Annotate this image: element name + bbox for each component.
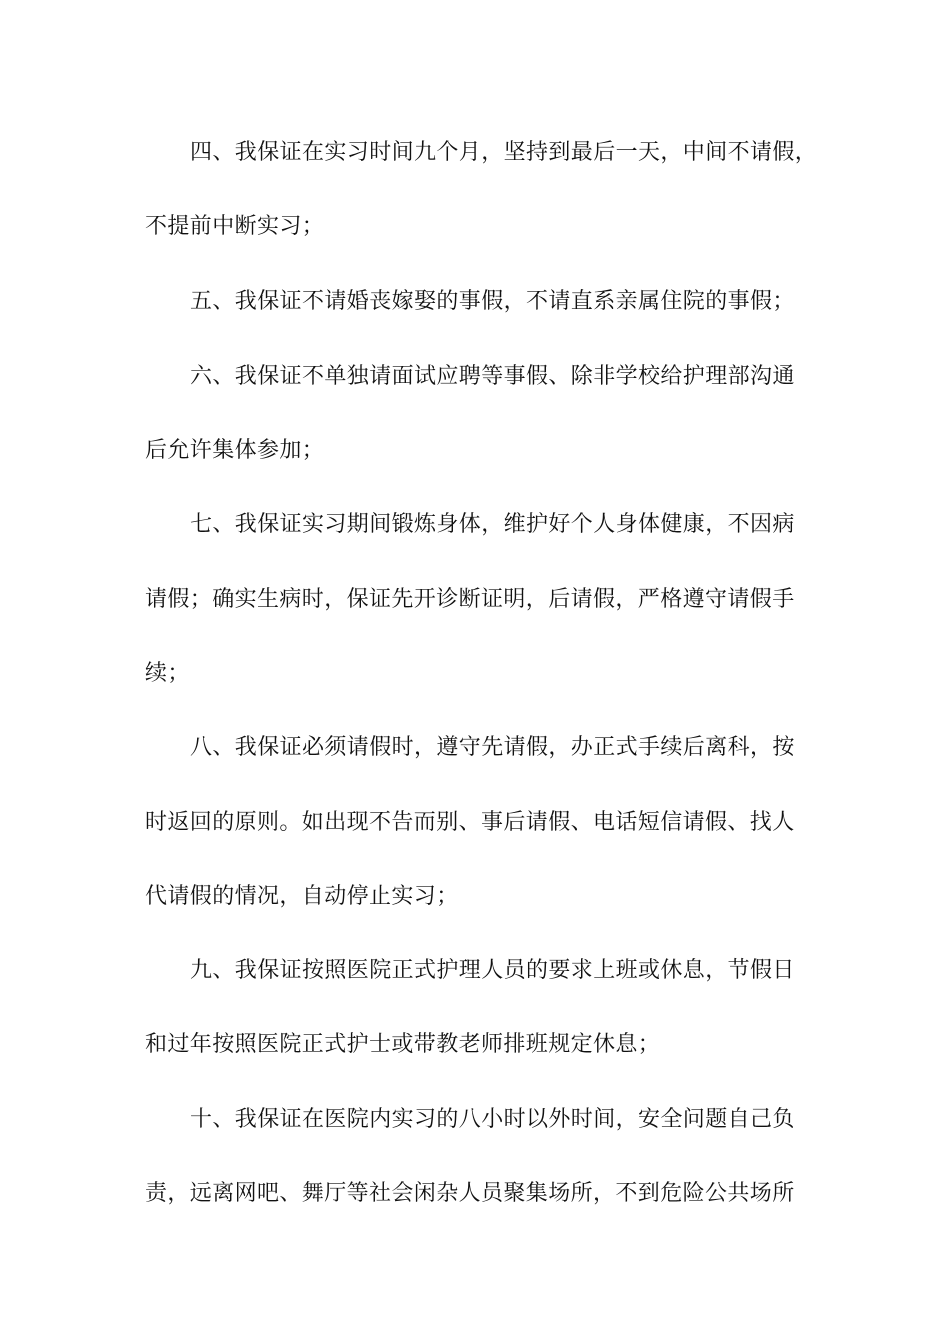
clause-6-line-2: 后允许集体参加； [145,438,325,463]
clause-7-line-2: 请假；确实生病时，保证先开诊断证明，后请假，严格遵守请假手 [145,587,795,612]
clause-7-line-3: 续； [145,661,190,686]
clause-6-line-1: 六、我保证不单独请面试应聘等事假、除非学校给护理部沟通 [190,364,795,389]
clause-8-line-1: 八、我保证必须请假时，遵守先请假，办正式手续后离科，按 [190,735,795,760]
clause-9-line-1: 九、我保证按照医院正式护理人员的要求上班或休息，节假日 [190,958,795,983]
clause-4-line-1: 四、我保证在实习时间九个月，坚持到最后一天，中间不请假， [190,140,818,165]
clause-8-line-2: 时返回的原则。如出现不告而别、事后请假、电话短信请假、找人 [145,810,795,835]
clause-4-line-2: 不提前中断实习； [145,214,325,239]
clause-7-line-1: 七、我保证实习期间锻炼身体，维护好个人身体健康，不因病 [190,512,795,537]
clause-5-line-1: 五、我保证不请婚丧嫁娶的事假，不请直系亲属住院的事假； [190,289,795,314]
clause-10-line-1: 十、我保证在医院内实习的八小时以外时间，安全问题自己负 [190,1107,795,1132]
clause-10-line-2: 责，远离网吧、舞厅等社会闲杂人员聚集场所，不到危险公共场所 [145,1181,795,1206]
clause-8-line-3: 代请假的情况，自动停止实习； [145,884,459,909]
clause-9-line-2: 和过年按照医院正式护士或带教老师排班规定休息； [145,1032,661,1057]
